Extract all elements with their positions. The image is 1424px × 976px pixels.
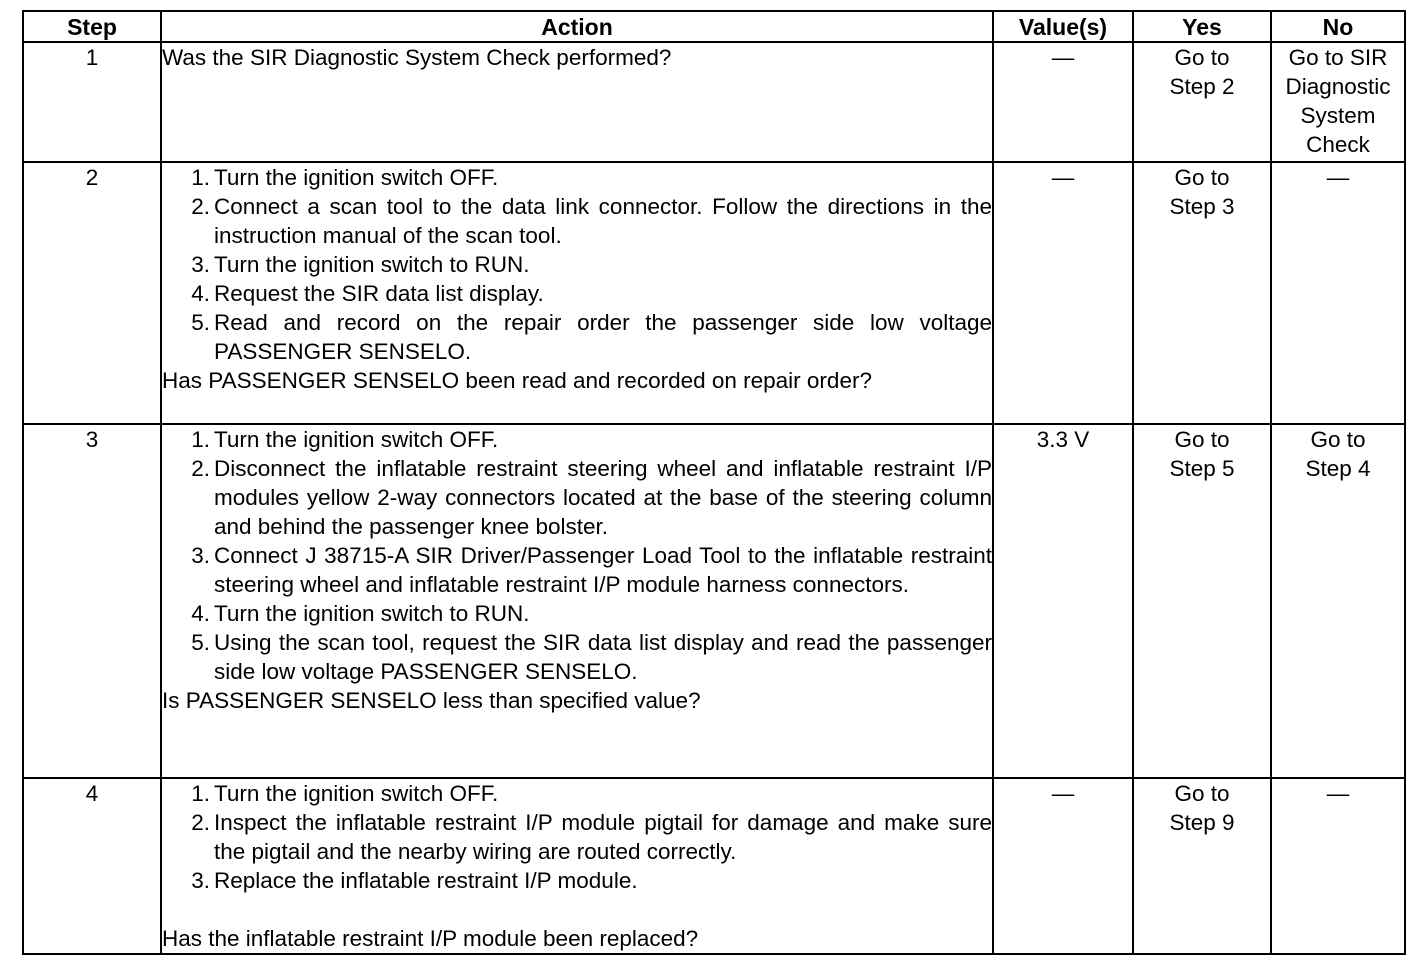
value-cell: 3.3 V <box>993 424 1133 778</box>
yes-result: Go to Step 9 <box>1169 781 1235 835</box>
header-row <box>23 11 1405 42</box>
action-item: 2. Inspect the inflatable restraint I/P module pigtail for damage and make sure the pigtail and the nearby wiring are routed correctly. <box>191 810 992 864</box>
yes-cell <box>1133 778 1271 954</box>
no-cell <box>1271 162 1405 424</box>
action-item: 3. Connect J 38715-A SIR Driver/Passenger Load Tool to the inflatable restraint steering wheel and inflatable restraint I/P module harness connectors. <box>191 543 992 597</box>
no-result: Go to SIR Diagnostic System Check <box>1285 45 1391 157</box>
action-item: 5. Using the scan tool, request the SIR data list display and read the passenger side low voltage PASSENGER SENSELO. <box>191 630 992 684</box>
action-cell <box>161 162 993 424</box>
no-cell <box>1271 42 1405 162</box>
action-list <box>162 425 992 686</box>
step-number: 3 <box>23 424 161 778</box>
step-number: 1 <box>23 42 161 162</box>
yes-result: Go to Step 3 <box>1169 165 1235 219</box>
action-cell <box>161 778 993 954</box>
no-result: — <box>1326 165 1350 190</box>
header-action: Action <box>161 11 993 42</box>
header-step: Step <box>23 11 161 42</box>
value-cell: — <box>993 42 1133 162</box>
yes-cell <box>1133 42 1271 162</box>
diagnostic-table <box>22 10 1406 955</box>
yes-cell <box>1133 424 1271 778</box>
step-question: Was the SIR Diagnostic System Check performed? <box>162 45 672 70</box>
action-cell <box>161 42 993 162</box>
no-result: Go to Step 4 <box>1305 427 1371 481</box>
action-list <box>162 163 992 366</box>
action-list <box>162 779 992 895</box>
action-cell <box>161 424 993 778</box>
header-yes: Yes <box>1133 11 1271 42</box>
action-item: 3. Turn the ignition switch to RUN. <box>191 252 530 277</box>
no-result: — <box>1326 781 1350 806</box>
yes-result: Go to Step 5 <box>1169 427 1235 481</box>
table-row <box>23 162 1405 424</box>
table-row <box>23 778 1405 954</box>
step-number: 4 <box>23 778 161 954</box>
action-item: 3. Replace the inflatable restraint I/P module. <box>191 868 638 893</box>
header-values: Value(s) <box>993 11 1133 42</box>
action-item: 2. Connect a scan tool to the data link connector. Follow the directions in the instruction manual of the scan tool. <box>191 194 992 248</box>
yes-result: Go to Step 2 <box>1169 45 1235 99</box>
action-item: 1. Turn the ignition switch OFF. <box>191 781 499 806</box>
step-question: Has the inflatable restraint I/P module been replaced? <box>162 926 699 951</box>
value-cell: — <box>993 778 1133 954</box>
action-item: 5. Read and record on the repair order the passenger side low voltage PASSENGER SENSELO. <box>191 310 992 364</box>
yes-cell <box>1133 162 1271 424</box>
action-item: 4. Request the SIR data list display. <box>191 281 544 306</box>
action-item: 1. Turn the ignition switch OFF. <box>191 165 499 190</box>
step-question: Is PASSENGER SENSELO less than specified value? <box>162 688 701 713</box>
step-question: Has PASSENGER SENSELO been read and recorded on repair order? <box>162 368 872 393</box>
action-item: 1. Turn the ignition switch OFF. <box>191 427 499 452</box>
action-item: 2. Disconnect the inflatable restraint steering wheel and inflatable restraint I/P modules yellow 2-way connectors located at the base of the steering column and behind the passenger knee bolster. <box>191 456 992 539</box>
table-row <box>23 424 1405 778</box>
value-cell: — <box>993 162 1133 424</box>
step-number: 2 <box>23 162 161 424</box>
table-row <box>23 42 1405 162</box>
action-item: 4. Turn the ignition switch to RUN. <box>191 601 530 626</box>
header-no: No <box>1271 11 1405 42</box>
no-cell <box>1271 424 1405 778</box>
no-cell <box>1271 778 1405 954</box>
